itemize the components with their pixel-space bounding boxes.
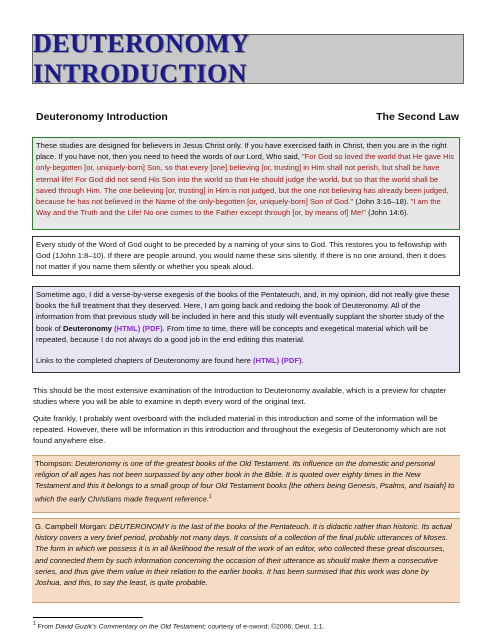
study-text-b: . From time to time, there will be concepts and exegetical material which will be repeated, because I do not always do a good job in the end editing this material. (36, 323, 429, 344)
links-text: Links to the completed chapters of Deuteronomy are found here (36, 356, 253, 366)
morgan-author: G. Campbell Morgan: (35, 522, 110, 531)
study-info-box (32, 286, 460, 373)
header-right: The Second Law (376, 111, 459, 123)
confession-text: Every study of the Word of God ought to be preceded by a naming of your sins to God. This restores you to fellowship with God (1John 1:8–10). If there are people around, you would name these sins silently. If there is no one around, then it does not matter if you name them silently or whether you speak aloud. (36, 240, 447, 272)
footnote-number: 1 (33, 621, 36, 627)
footnote-divider (33, 617, 143, 618)
john-3-ref: (John 3:16–18). (353, 197, 411, 207)
morgan-quote: DEUTERONOMY is the last of the books of the Pentateuch. It is didactic rather than historic. Its actual history covers a very brief period, probably not many days. It consists of a collection of the final public utterances of Moses. The form in which we possess it is in all likelihood the result of the work of an editor, who collected these great discourses, and connected them by such information concerning the occasion of their utterance as should make them a consecutive series, and thus give them value in their relation to the earlier books. It has been surmised that this work was done by Joshua, and this, to say the least, is quite probable. (35, 522, 452, 588)
title-banner (32, 29, 464, 88)
paragraph-overboard: Quite frankly, I probably went overboard with the included material in this introduction and some of the information will be repeated. However, there will be information in this introduction and throughout the exegesis of Deuteronomy which are not found anywhere else. (33, 414, 446, 446)
footnote-prefix: From (35, 623, 56, 631)
footnote-suffix: courtesy of e-sword; ©2006; Deut. 1:1. (206, 623, 325, 631)
footnote-marker: 1 (208, 493, 212, 500)
john-3-quote: "For God so loved the world that He gave His only-begotten [or, uniquely-born] Son, so that every [one] believing [or, trusting] in Him shall not perish, but shall be have eternal life! For God did not send His Son into the world so that He should judge the world, but so that the world shall be saved through Him. The one believing [or, trusting] in Him is not judged, but the one not believing has already been judged, because he has not believed in the Name of the only-begotten [or, uniquely-born] Son of God." (36, 152, 455, 207)
quote-morgan-box (32, 518, 460, 603)
thompson-quote: Deuteronomy is one of the greatest books of the Old Testament. Its influence on the domestic and personal religion of all ages has not been surpassed by any other book in the Bible. It is quoted over eighty times in the New Testament and this it belongs to a small group of four Old Testament books [the others being Genesis, Psalms, and Isaiah] to which the early Christians made frequent reference. (35, 459, 455, 504)
john-14-ref: (John 14:6). (365, 208, 409, 218)
pdf-link-1[interactable]: (PDF) (142, 323, 163, 333)
running-header (36, 111, 459, 123)
notice-intro: These studies are designed for believers in Jesus Christ only. If you have exercised faith in Christ, then you are in the right place. If you have not, then you need to heed the words of our Lord, Who said, (36, 141, 447, 162)
believers-notice-box (32, 137, 460, 230)
deuteronomy-bold: Deuteronomy (63, 323, 112, 333)
footnote (33, 621, 324, 630)
html-link-1[interactable]: (HTML) (114, 323, 141, 333)
quote-thompson-box (32, 455, 460, 513)
study-text-a: Sometime ago, I did a verse-by-verse exegesis of the books of the Pentateuch, and, in my opinion, did not really give these books the full treatment that they deserved. Here, I am going back and redoing the book of Deuteronomy. All of the information from that previous study will be included in here and this study will eventually supplant the shorter study of the book of (36, 290, 450, 333)
thompson-author: Thompson: (35, 459, 76, 468)
john-14-quote: "I am the Way and the Truth and the Life! No one comes to the Father except through [or, by means of] Me!" (36, 197, 441, 218)
paragraph-extensive: This should be the most extensive examination of the Introduction to Deuteronomy available, which is a preview for chapter studies where you will be able to examine in depth every word of the original text. (33, 386, 447, 407)
header-left: Deuteronomy Introduction (36, 111, 168, 123)
links-period: . (301, 356, 304, 366)
page-title: DEUTERONOMY INTRODUCTION (33, 29, 249, 88)
html-link-2[interactable]: (HTML) (252, 356, 280, 366)
footnote-source: David Guzik's Commentary on the Old Testament; (55, 623, 207, 631)
confession-box (32, 236, 460, 276)
pdf-link-2[interactable]: (PDF) (281, 356, 302, 366)
